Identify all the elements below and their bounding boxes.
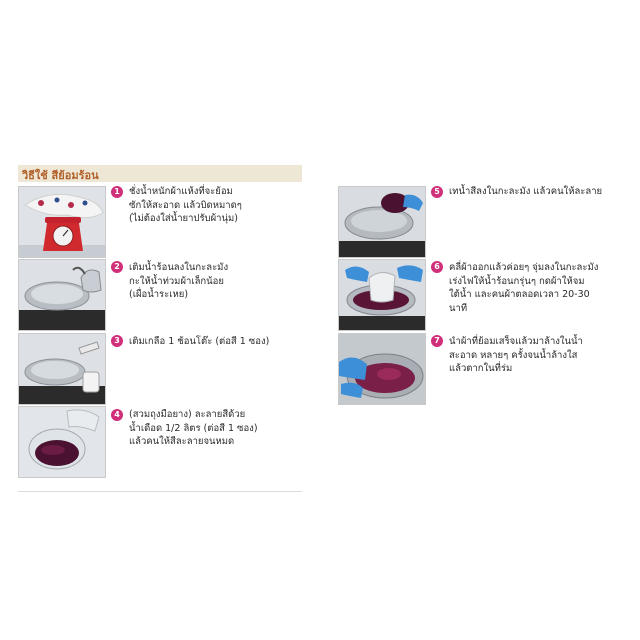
step-7-line: นำผ้าที่ย้อมเสร็จแล้วมาล้างในน้ำ — [449, 336, 583, 347]
step-6-line: คลี่ผ้าออกแล้วค่อยๆ จุ่มลงในกะละมัง — [449, 262, 599, 273]
step-7-badge: 7 — [431, 335, 443, 347]
step-5-line: เทน้ำสีลงในกะละมัง แล้วคนให้ละลาย — [449, 186, 603, 197]
step-3-photo — [18, 333, 106, 405]
step-4-line: (สวมถุงมือยาง) ละลายสีด้วย — [129, 409, 246, 420]
step-1-text — [129, 185, 324, 226]
step-6-text — [449, 261, 640, 315]
step-4-badge: 4 — [111, 409, 123, 421]
step-5-text — [449, 185, 640, 199]
step-6-line: ใต้น้ำ และคนผ้าตลอดเวลา 20-30 — [449, 289, 590, 300]
step-6-line: เร่งไฟให้น้ำร้อนกรุ่นๆ กดผ้าให้จม — [449, 275, 585, 287]
step-1-line: (ไม่ต้องใส่น้ำยาปรับผ้านุ่ม) — [129, 213, 238, 224]
step-1-line: ซักให้สะอาด แล้วบิดหมาดๆ — [129, 199, 242, 211]
section-title: วิธีใช้ สีย้อมร้อน — [22, 169, 99, 182]
step-2-line: เติมน้ำร้อนลงในกะละมัง — [129, 262, 229, 273]
step-5-badge: 5 — [431, 186, 443, 198]
step-3-badge: 3 — [111, 335, 123, 347]
step-4-text — [129, 408, 324, 449]
bottom-divider — [18, 491, 302, 492]
step-2-line: กะให้น้ำท่วมผ้าเล็กน้อย — [129, 275, 224, 287]
step-1-line: ชั่งน้ำหนักผ้าแห้งที่จะย้อม — [129, 186, 233, 197]
step-7-text — [449, 335, 640, 376]
step-4-line: น้ำเดือด 1/2 ลิตร (ต่อสี 1 ซอง) — [129, 422, 258, 434]
step-1-photo — [18, 186, 106, 258]
step-4-line: แล้วคนให้สีละลายจนหมด — [129, 436, 235, 447]
step-2-photo — [18, 259, 106, 331]
step-7-line: สะอาด หลายๆ ครั้งจนน้ำล้างใส — [449, 349, 578, 361]
step-1-badge: 1 — [111, 186, 123, 198]
step-2-badge: 2 — [111, 261, 123, 273]
step-6-line: นาที — [449, 302, 468, 314]
step-6-badge: 6 — [431, 261, 443, 273]
step-5-photo — [338, 186, 426, 258]
step-2-line: (เผื่อน้ำระเหย) — [129, 289, 189, 300]
step-6-photo — [338, 259, 426, 331]
step-3-line: เติมเกลือ 1 ช้อนโต๊ะ (ต่อสี 1 ซอง) — [129, 336, 270, 347]
step-7-photo — [338, 333, 426, 405]
step-4-photo — [18, 406, 106, 478]
step-7-line: แล้วตากในที่ร่ม — [449, 363, 513, 374]
step-3-text — [129, 335, 324, 349]
step-2-text — [129, 261, 324, 302]
